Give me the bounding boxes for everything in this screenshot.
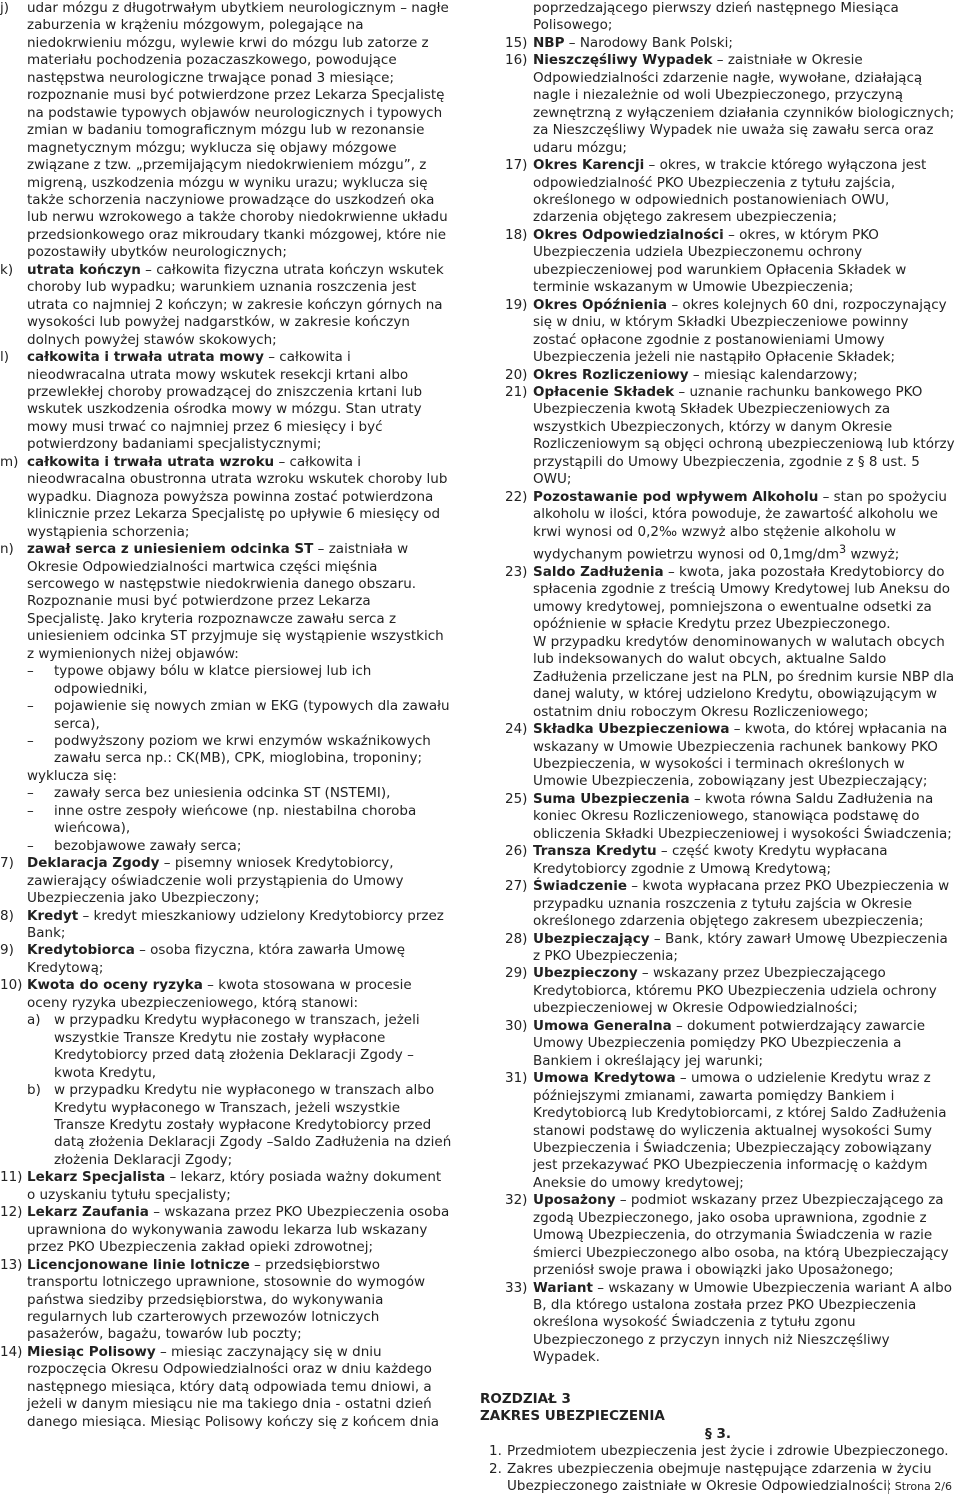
definition-k bbox=[0, 262, 452, 349]
permille-sign: ‰ bbox=[658, 523, 678, 540]
item-term: Suma Ubezpieczenia bbox=[533, 790, 690, 807]
item-number: 29) bbox=[505, 965, 528, 982]
item-text: – osoba fizyczna, która zawarła Umowę Kredytową; bbox=[27, 942, 406, 976]
item-text: – wskazany przez Ubezpieczającego Kredytobiorca, któremu PKO Ubezpieczenia udziela ochrony ubezpieczeniowej w Okresie Odpowiedzialności; bbox=[533, 965, 937, 1017]
sub-item-b bbox=[0, 1082, 452, 1169]
definition-26 bbox=[480, 843, 956, 878]
item-term: całkowita i trwała utrata mowy bbox=[27, 349, 264, 366]
item-number: 26) bbox=[505, 843, 528, 860]
item-term: Okres Rozliczeniowy bbox=[533, 366, 689, 383]
definition-11 bbox=[0, 1169, 452, 1204]
point-text: Przedmiotem ubezpieczenia jest życie i zdrowie Ubezpieczonego. bbox=[507, 1443, 949, 1460]
item-text: – umowa o udzielenie Kredytu wraz z późniejszymi zmianami, zawarta pomiędzy Bankiem i Kredytobiorcą lub Kredytobiorcami, z której Saldo Zadłużenia stanowi podstawę do wyliczenia aktualnej wysokości Sumy Ubezpieczenia i Świadczenia; Ubezpieczający zobowiązany jest przekazywać PKO Ubezpieczenia informację o każdym Aneksie do umowy kredytowej; bbox=[533, 1070, 947, 1191]
item-term: Saldo Zadłużenia bbox=[533, 564, 664, 580]
item-term: NBP bbox=[533, 34, 565, 51]
item-text: – dokument potwierdzający zawarcie Umowy Ubezpieczenia pomiędzy PKO Ubezpieczenia a Bankiem i określający jej warunki; bbox=[533, 1017, 926, 1069]
definition-19 bbox=[480, 297, 956, 367]
item-term: Pozostawanie pod wpływem Alkoholu bbox=[533, 488, 819, 505]
bullet-text: bezobjawowe zawały serca; bbox=[54, 837, 242, 854]
dash-marker: – bbox=[27, 698, 34, 715]
item-text: – całkowita fizyczna utrata kończyn wskutek choroby lub wypadku; warunkiem uznania roszczenia jest utrata co najmniej 2 kończyn; w zakresie kończyn górnych na wysokości lub powyżej nadgarstków, w zakresie kończyn dolnych powyżej stawów skokowych; bbox=[27, 261, 444, 348]
definition-l bbox=[0, 349, 452, 454]
bullet-text: inne ostre zespoły wieńcowe (np. niestabilna choroba wieńcowa), bbox=[54, 802, 417, 837]
page-number: Strona 2/6 bbox=[888, 1480, 952, 1494]
item-term: Miesiąc Polisowy bbox=[27, 1343, 156, 1360]
item-term: Umowa Generalna bbox=[533, 1017, 672, 1034]
item-text: – stan po spożyciu alkoholu w ilości, która powoduje, że zawartość alkoholu we krwi wynosi od 0,2 bbox=[533, 488, 947, 540]
continuation-text: poprzedzającego pierwszy dzień następnego Miesiąca Polisowego; bbox=[533, 0, 899, 34]
item-text: wzwyż; bbox=[846, 546, 900, 563]
item-term: Ubezpieczający bbox=[533, 930, 650, 947]
item-text: – kwota, do której wpłacania na wskazany w Umowie Ubezpieczenia rachunek bankowy PKO Ubezpieczenia, w wysokości i terminach określonych w Umowie Ubezpieczenia, zobowiązany jest Ubezpieczający; bbox=[533, 721, 948, 790]
item-term: Deklaracja Zgody bbox=[27, 855, 160, 872]
item-text: – całkowita i nieodwracalna obustronna utrata wzroku wskutek choroby lub wypadku. Diagnoza powyższa powinna zostać potwierdzona klinicznie przez Lekarza Specjalistę po upływie 6 miesięcy od wystąpienia schorzenia; bbox=[27, 453, 448, 540]
definition-12 bbox=[0, 1204, 452, 1256]
item-term: Nieszczęśliwy Wypadek bbox=[533, 52, 713, 69]
definition-25 bbox=[480, 791, 956, 843]
item-number: 9) bbox=[0, 942, 14, 959]
item-number: 14) bbox=[0, 1343, 23, 1360]
item-text: – wskazana przez PKO Ubezpieczenia osoba uprawniona do wykonywania zawodu lekarza lub wskazany przez PKO Ubezpieczenia zakład opieki zdrowotnej; bbox=[27, 1204, 450, 1256]
item-number: 31) bbox=[505, 1070, 528, 1087]
sub-text: w przypadku Kredytu wypłaconego w transzach, jeżeli wszystkie Transze Kredytu nie zostały wypłacone Kredytobiorcy przed datą złożenia Deklaracji Zgody – kwota Kredytu, bbox=[54, 1012, 420, 1081]
item-term: całkowita i trwała utrata wzroku bbox=[27, 453, 275, 470]
sub-text: w przypadku Kredytu nie wypłaconego w transzach albo Kredytu wypłaconego w Transzach, jeżeli wszystkie Transze Kredytu zostały wypłacone Kredytobiorcy przed datą złożenia Deklaracji Zgody –Saldo Zadłużenia na dzień złożenia Deklaracji Zgody; bbox=[54, 1082, 452, 1168]
item-number: 21) bbox=[505, 383, 528, 400]
sub-marker: a) bbox=[27, 1012, 41, 1029]
item-term: zawał serca z uniesieniem odcinka ST bbox=[27, 541, 314, 558]
definition-30 bbox=[480, 1018, 956, 1070]
item-term: Ubezpieczony bbox=[533, 965, 638, 982]
definition-10 bbox=[0, 977, 452, 1012]
item-text: – Bank, który zawarł Umowę Ubezpieczenia z PKO Ubezpieczenia; bbox=[533, 930, 948, 964]
item-marker: j) bbox=[0, 0, 10, 16]
definition-18 bbox=[480, 227, 956, 297]
bullet-text: typowe objawy bólu w klatce piersiowej lub ich odpowiedniki, bbox=[54, 663, 372, 697]
section-point-1 bbox=[480, 1443, 956, 1460]
item-text: – miesiąc kalendarzowy; bbox=[688, 366, 858, 383]
dash-marker: – bbox=[27, 733, 34, 750]
definition-23 bbox=[480, 564, 956, 634]
definition-24 bbox=[480, 721, 956, 791]
item-text: – kredyt mieszkaniowy udzielony Kredytobiorcy przez Bank; bbox=[27, 907, 444, 942]
item-number: 18) bbox=[505, 226, 528, 243]
superscript: 3 bbox=[839, 543, 847, 557]
bullet-item bbox=[0, 838, 452, 855]
item-text: – podmiot wskazany przez Ubezpieczającego za zgodą Ubezpieczonego, jako osoba uprawniona, zgodnie z Umową Ubezpieczenia, do otrzymania Świadczenia w razie śmierci Ubezpieczonego albo osoba, na którą Ubezpieczający przeniósł swoje prawa i obowiązki jako Uposażonego; bbox=[533, 1192, 949, 1279]
item-marker: l) bbox=[0, 349, 10, 366]
chapter-number: ROZDZIAŁ 3 bbox=[480, 1390, 571, 1407]
item-number: 15) bbox=[505, 34, 528, 51]
bullet-item bbox=[0, 663, 452, 698]
definition-8 bbox=[0, 908, 452, 943]
definition-17 bbox=[480, 157, 956, 227]
item-term: Licencjonowane linie lotnicze bbox=[27, 1256, 250, 1273]
point-number: 1. bbox=[489, 1443, 502, 1460]
definition-16 bbox=[480, 52, 956, 157]
definition-22 bbox=[480, 489, 956, 564]
definition-15 bbox=[480, 35, 956, 52]
item-text: – miesiąc zaczynający się w dniu rozpoczęcia Okresu Odpowiedzialności oraz w dniu każdego następnego miesiąca, który datą odpowiada temu dniowi, a jeżeli w danym miesiącu nie ma takiego dnia - ostatni dzień danego miesiąca. Miesiąc Polisowy kończy się z końcem dnia bbox=[27, 1343, 440, 1430]
bullet-text: pojawienie się nowych zmian w EKG (typowych dla zawału serca), bbox=[54, 698, 450, 732]
item-term: Transza Kredytu bbox=[533, 843, 657, 860]
item-number: 23) bbox=[505, 564, 528, 580]
section-point-2 bbox=[480, 1461, 956, 1496]
sub-marker: b) bbox=[27, 1082, 41, 1099]
item-number: 32) bbox=[505, 1192, 528, 1209]
item-term: Opłacenie Składek bbox=[533, 383, 675, 400]
item-text: – kwota stosowana w procesie oceny ryzyka ubezpieczeniowego, którą stanowi: bbox=[27, 977, 412, 1011]
item-text: – pisemny wniosek Kredytobiorcy, zawierający oświadczenie woli przystąpienia do Umowy Ubezpieczenia jako Ubezpieczony; bbox=[27, 855, 404, 907]
dash-marker: – bbox=[27, 785, 34, 802]
item-text: udar mózgu z długotrwałym ubytkiem neurologicznym – nagłe zaburzenia w krążeniu mózgowym, polegające na niedokrwieniu mózgu, wylewie krwi do mózgu lub zatorze z materiału pochodzenia pozaczaszkowego, powodujące następstwa neurologiczne trwające ponad 3 miesiące; rozpoznanie musi być potwierdzone przez Lekarza Specjalistę na podstawie typowych objawów neurologicznych i typowych zmian w badaniu tomograficznym mózgu lub w rezonansie magnetycznym mózgu; wyklucza się objawy mózgowe związane z tzw. „przemijającym niedokrwieniem mózgu”, z migreną, uszkodzenia mózgu w wyniku urazu; wyklucza się także schorzenia naczyniowe prowadzące do uszkodzeń oka lub nerwu wzrokowego a także choroby niedokrwienne układu przedsionkowego oraz mikroudary tkanki mózgowej, które nie pozostawiły ubytków neurologicznych; bbox=[27, 0, 449, 261]
item-term: Składka Ubezpieczeniowa bbox=[533, 721, 730, 738]
left-column bbox=[0, 0, 452, 1431]
item-text: – wskazany w Umowie Ubezpieczenia wariant A albo B, dla którego ustalona została przez PKO Ubezpieczenia określona wysokość Świadczenia z tytułu zgonu Ubezpieczonego z przyczyn innych niż Nieszczęśliwy Wypadek. bbox=[533, 1279, 953, 1366]
item-text: – całkowita i nieodwracalna utrata mowy wskutek resekcji krtani albo przewlekłej choroby prowadzącej do zniszczenia krtani lub wskutek uszkodzenia ośrodka mowy w mózgu. Stan utraty mowy musi trwać co najmniej przez 6 miesięcy i być potwierdzony badaniami specjalistycznymi; bbox=[27, 349, 423, 453]
item-marker: n) bbox=[0, 541, 14, 558]
definition-13 bbox=[0, 1257, 452, 1344]
item-text: wzwyż albo stężenie alkoholu w wydychanym powietrzu wynosi od 0,1mg/dm bbox=[533, 523, 897, 563]
item-number: 22) bbox=[505, 488, 528, 505]
point-number: 2. bbox=[489, 1460, 502, 1477]
item-text: – kwota równa Saldu Zadłużenia na koniec Okresu Rozliczeniowego, stanowiąca podstawę do obliczenia Składki Ubezpieczeniowej i wysokości Świadczenia; bbox=[533, 790, 952, 842]
item-term: Kredyt bbox=[27, 907, 79, 924]
item-number: 30) bbox=[505, 1017, 528, 1034]
item-text: – część kwoty Kredytu wypłacana Kredytobiorcy zgodnie z Umową Kredytową; bbox=[533, 843, 888, 877]
definition-29 bbox=[480, 965, 956, 1017]
item-text: – okres, w którym PKO Ubezpieczenia udziela Ubezpieczonemu ochrony ubezpieczeniowej pod warunkiem Opłacenia Składek w terminie wskazanym w Umowie Ubezpieczenia; bbox=[533, 226, 907, 296]
definition-33 bbox=[480, 1280, 956, 1367]
definition-21 bbox=[480, 384, 956, 489]
item-number: 27) bbox=[505, 878, 528, 895]
definition-n bbox=[0, 541, 452, 663]
item-number: 12) bbox=[0, 1204, 23, 1221]
item-term: Kwota do oceny ryzyka bbox=[27, 977, 203, 994]
item-term: Kredytobiorca bbox=[27, 942, 135, 959]
item-marker: m) bbox=[0, 453, 19, 470]
item-term: Okres Karencji bbox=[533, 157, 645, 174]
item-term: Wariant bbox=[533, 1279, 593, 1296]
bullet-text: podwyższony poziom we krwi enzymów wskaźnikowych zawału serca np.: CK(MB), CPK, mioglobina, troponiny; bbox=[54, 733, 431, 767]
item-text: – okres, w trakcie którego wyłączona jest odpowiedzialność PKO Ubezpieczenia z tytułu zajścia, określonego w odpowiednich postanowieniach OWU, zdarzenia objętego zakresem ubezpieczenia; bbox=[533, 157, 927, 226]
item-number: 11) bbox=[0, 1169, 23, 1186]
definition-27 bbox=[480, 878, 956, 930]
dash-marker: – bbox=[27, 802, 34, 819]
item-text: – okres kolejnych 60 dni, rozpoczynający się w dniu, w którym Składki Ubezpieczeniowe powinny zostać opłacone zgodnie z postanowieniami Umowy Ubezpieczenia jeżeli nie nastąpiło Opłacenie Składek; bbox=[533, 296, 947, 366]
point-text: Zakres ubezpieczenia obejmuje następujące zdarzenia w życiu Ubezpieczonego zaistniałe w Okresie Odpowiedzialności: bbox=[507, 1460, 932, 1495]
item-text: – zaistniała w Okresie Odpowiedzialności martwica części mięśnia sercowego w następstwie niedokrwienia danego obszaru. Rozpoznanie musi być potwierdzone przez Lekarza Specjalistę. Jako kryteria rozpoznawcze zawału serca z uniesieniem odcinka ST przyjmuje się wystąpienie wszystkich z wymienionych niżej objawów: bbox=[27, 541, 444, 662]
item-number: 24) bbox=[505, 721, 528, 738]
item-number: 28) bbox=[505, 930, 528, 947]
chapter-title: ZAKRES UBEZPIECZENIA bbox=[480, 1408, 665, 1425]
definition-14 bbox=[0, 1344, 452, 1431]
item-number: 16) bbox=[505, 52, 528, 69]
bullet-item bbox=[0, 803, 452, 838]
item-text: – zaistniałe w Okresie Odpowiedzialności zdarzenie nagłe, wywołane, działającą nagle i niezależnie od woli Ubezpieczonego, przyczyną zewnętrzną z wyłączeniem działania czynników biologicznych; za Nieszczęśliwy Wypadek nie uważa się zawału serca oraz udaru mózgu; bbox=[533, 52, 955, 156]
item-marker: k) bbox=[0, 261, 14, 278]
item-number: 10) bbox=[0, 977, 23, 994]
definition-7 bbox=[0, 855, 452, 907]
item-term: Lekarz Zaufania bbox=[27, 1204, 149, 1221]
excluded-label: wyklucza się: bbox=[27, 767, 117, 784]
definition-20 bbox=[480, 367, 956, 384]
bullet-text: zawały serca bez uniesienia odcinka ST (NSTEMI), bbox=[54, 785, 391, 802]
item-term: utrata kończyn bbox=[27, 261, 141, 278]
item-number: 13) bbox=[0, 1256, 23, 1273]
bullet-item bbox=[0, 785, 452, 802]
item-text: – kwota, jaka pozostała Kredytobiorcy do spłacenia zgodnie z treścią Umowy Kredytowej lub Aneksu do umowy kredytowej, pomniejszona o ewentualne odsetki za opóźnienie w spłacie Kredytu przez Ubezpieczonego. bbox=[533, 564, 951, 633]
dash-marker: – bbox=[27, 837, 34, 854]
item-text: – uznanie rachunku bankowego PKO Ubezpieczenia kwotą Składek Ubezpieczeniowych za wszystkich Ubezpieczonych, którzy w danym Okresie Rozliczeniowym są objęci ochroną ubezpieczeniową lub którzy przystąpili do Umowy Ubezpieczenia, zgodnie z § 8 ust. 5 OWU; bbox=[533, 383, 955, 488]
item-term: Umowa Kredytowa bbox=[533, 1070, 676, 1087]
item-text: – lekarz, który posiada ważny dokument o uzyskaniu tytułu specjalisty; bbox=[27, 1169, 442, 1203]
item-number: 33) bbox=[505, 1279, 528, 1296]
definition-28 bbox=[480, 931, 956, 966]
item-text: – przedsiębiorstwo transportu lotniczego uprawnione, stosownie do wymogów państwa siedziby przedsiębiorstwa, do wykonywania regularnych lub czarterowych przewozów lotniczych pasażerów, bagażu, towarów lub poczty; bbox=[27, 1256, 426, 1343]
item-term: Okres Odpowiedzialności bbox=[533, 226, 724, 243]
sub-item-a bbox=[0, 1012, 452, 1082]
item-term: Okres Opóźnienia bbox=[533, 296, 668, 313]
item-number: 25) bbox=[505, 790, 528, 807]
definition-23-paragraph: W przypadku kredytów denominowanych w walutach obcych lub indeksowanych do walut obcych, aktualne Saldo Zadłużenia przeliczane jest na PLN, po średnim kursie NBP dla danej waluty, w której udzielono Kredytu, obowiązującym w ostatnim dniu roboczym Okresu Rozliczeniowego; bbox=[533, 633, 955, 720]
bullet-item bbox=[0, 733, 452, 768]
right-column bbox=[480, 0, 956, 1496]
item-number: 20) bbox=[505, 366, 528, 383]
section-mark: § 3. bbox=[705, 1425, 731, 1442]
bullet-item bbox=[0, 698, 452, 733]
item-text: – kwota wypłacana przez PKO Ubezpieczenia w przypadku uznania roszczenia z tytułu zajścia w Okresie określonego zdarzenia objętego zakresem ubezpieczenia; bbox=[533, 878, 950, 930]
item-number: 19) bbox=[505, 296, 528, 313]
item-term: Uposażony bbox=[533, 1192, 616, 1209]
item-number: 7) bbox=[0, 855, 14, 872]
dash-marker: – bbox=[27, 663, 34, 680]
item-number: 8) bbox=[0, 907, 14, 924]
definition-32 bbox=[480, 1192, 956, 1279]
definition-31 bbox=[480, 1070, 956, 1192]
definition-j bbox=[0, 0, 452, 262]
definition-9 bbox=[0, 942, 452, 977]
item-term: Świadczenie bbox=[533, 878, 628, 895]
item-term: Lekarz Specjalista bbox=[27, 1169, 166, 1186]
item-text: – Narodowy Bank Polski; bbox=[564, 34, 733, 51]
definition-m bbox=[0, 454, 452, 541]
item-number: 17) bbox=[505, 157, 528, 174]
